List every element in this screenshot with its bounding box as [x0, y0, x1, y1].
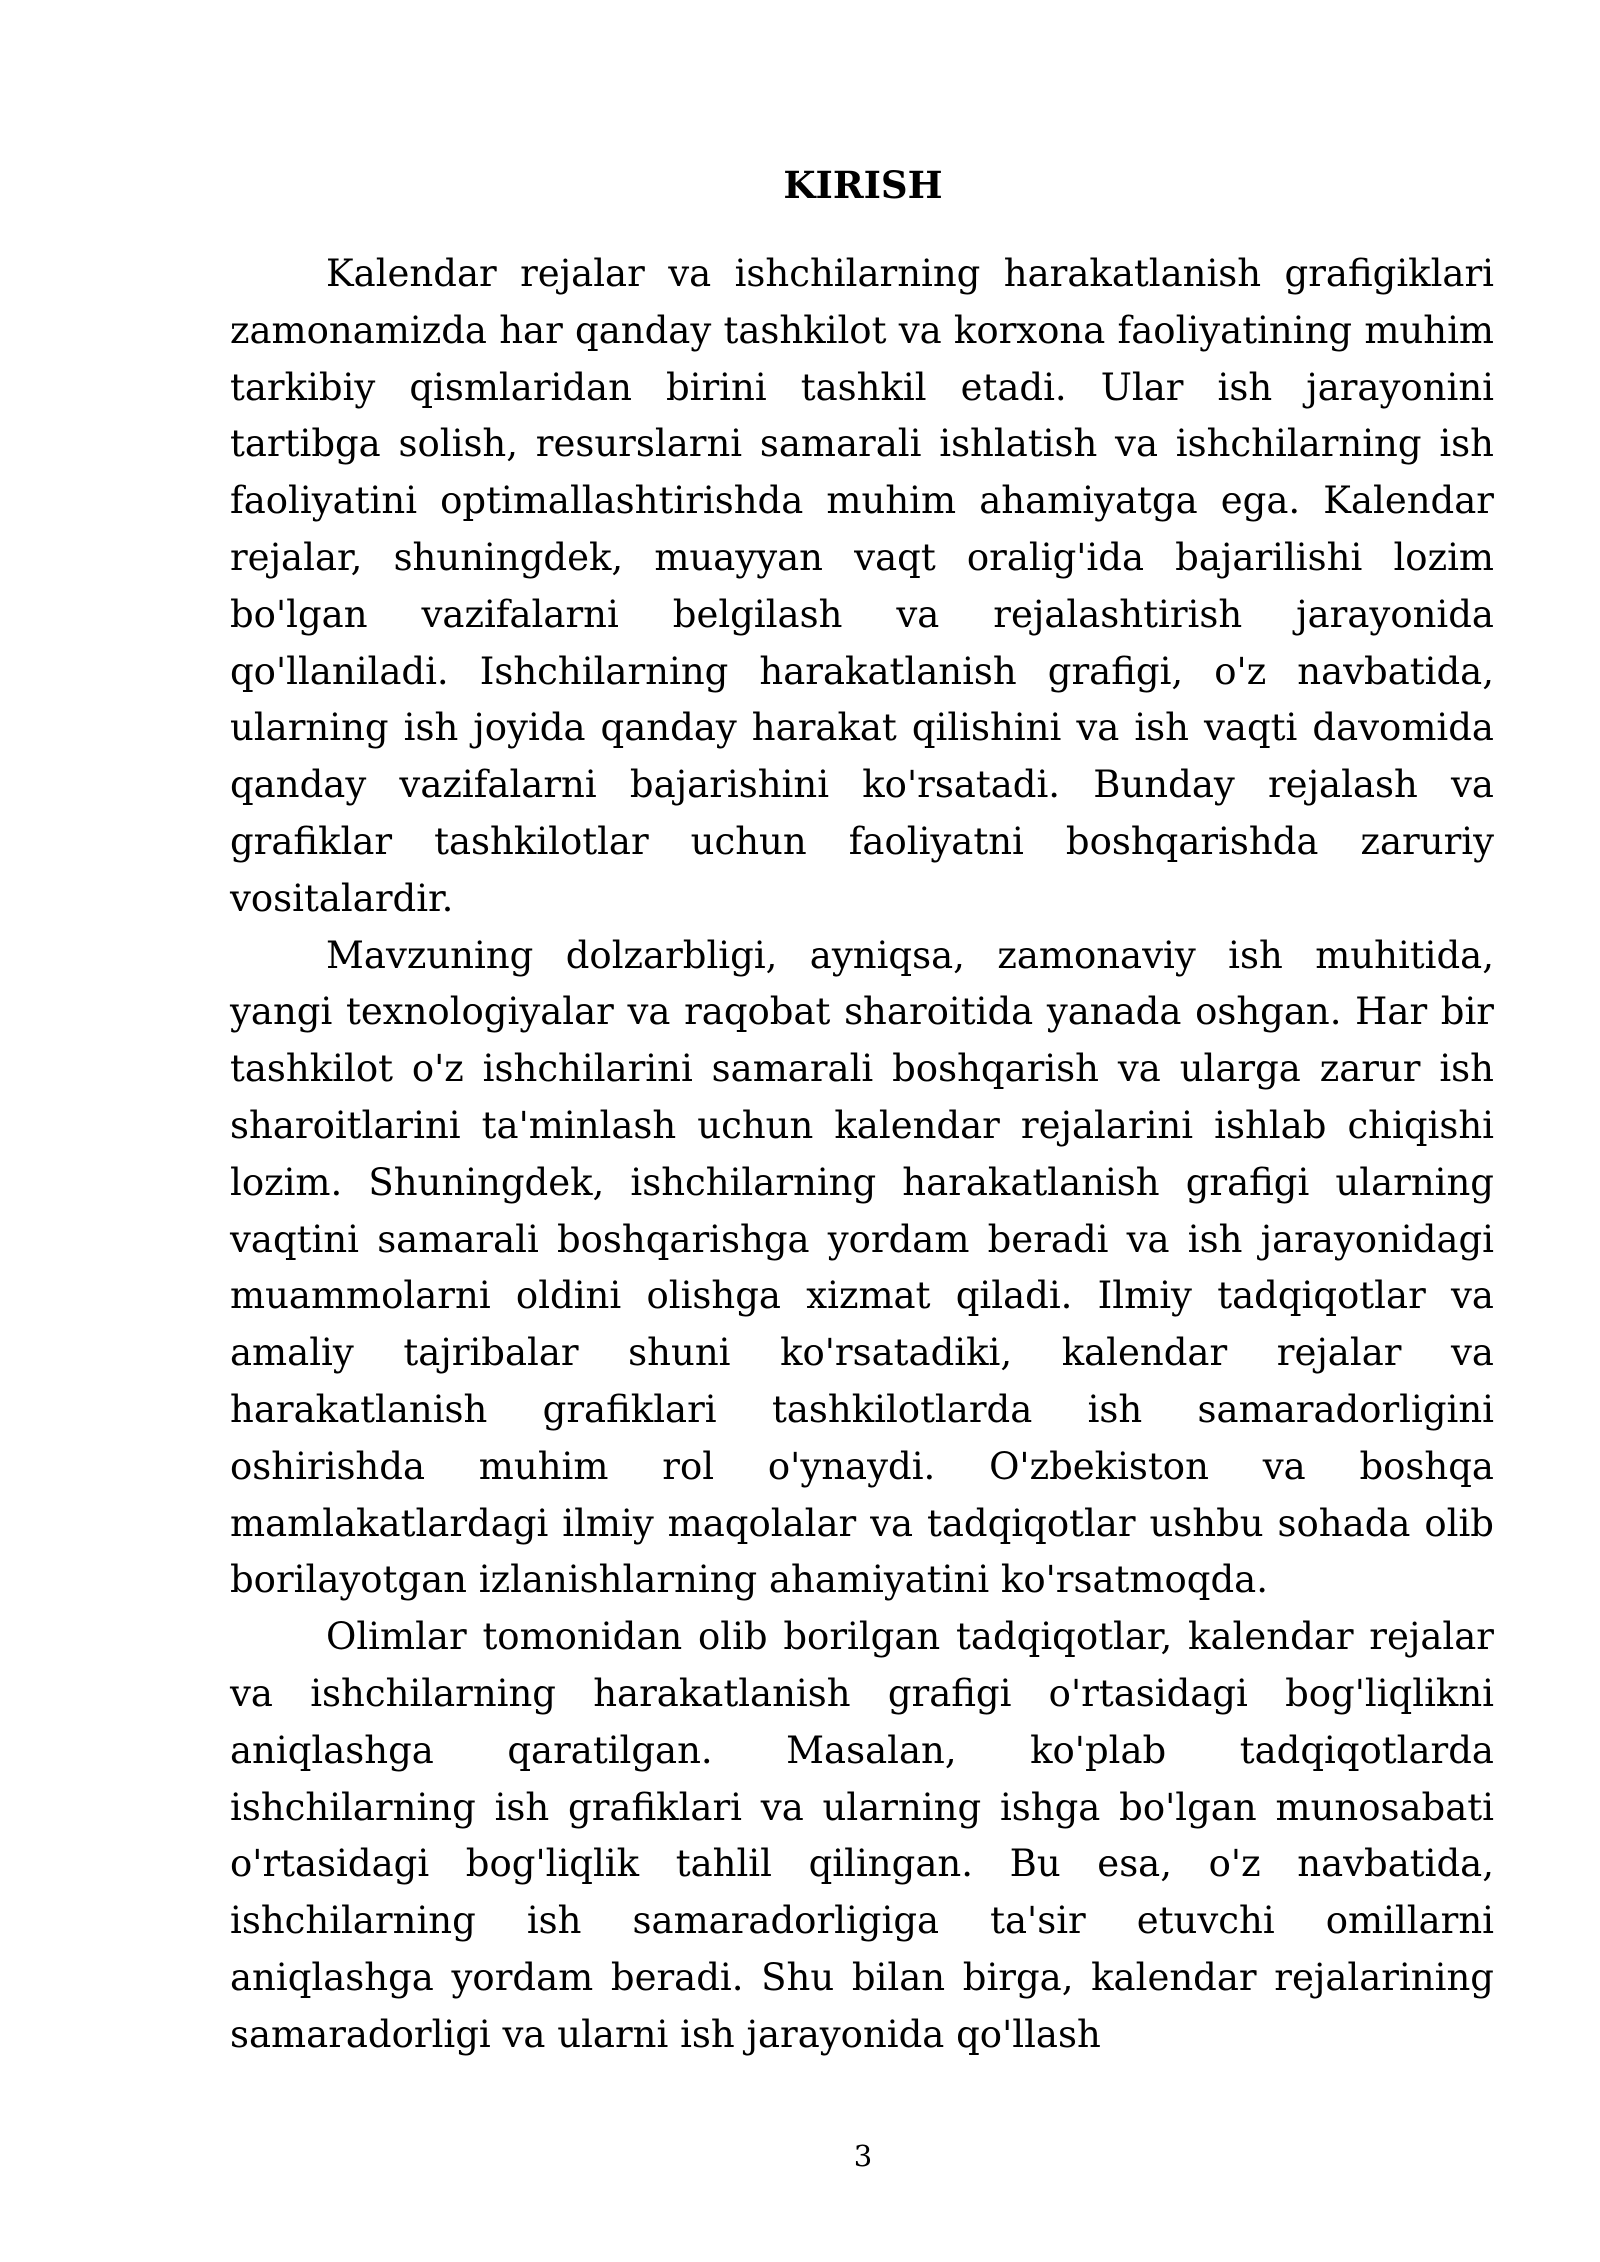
paragraph-1: Kalendar rejalar va ishchilarning harakatlanish grafigiklari zamonamizda har qanday tashkilot va korxona faoliyatining muhim tarkibiy qismlaridan birini tashkil etadi. Ular ish jarayonini tartibga solish, resurslarni samarali ishlatish va ishchilarning ish faoliyatini optimallashtirishda muhim ahamiyatga ega. Kalendar rejalar, shuningdek, muayyan vaqt oralig'ida bajarilishi lozim bo'lgan vazifalarni belgilash va rejalashtirish jarayonida qo'llaniladi. Ishchilarning harakatlanish grafigi, o'z navbatida, ularning ish joyida qanday harakat qilishini va ish vaqti davomida qanday vazifalarni bajarishini ko'rsatadi. Bunday rejalash va grafiklar tashkilotlar uchun faoliyatni boshqarishda zaruriy vositalardir.: [230, 252, 1494, 920]
paragraph-3: Olimlar tomonidan olib borilgan tadqiqotlar, kalendar rejalar va ishchilarning harakatlanish grafigi o'rtasidagi bog'liqlikni aniqlashga qaratilgan. Masalan, ko'plab tadqiqotlarda ishchilarning ish grafiklari va ularning ishga bo'lgan munosabati o'rtasidagi bog'liqlik tahlil qilingan. Bu esa, o'z navbatida, ishchilarning ish samaradorligiga ta'sir etuvchi omillarni aniqlashga yordam beradi. Shu bilan birga, kalendar rejalarining samaradorligi va ularni ish jarayonida qo'llash: [230, 1615, 1494, 2056]
page-title: KIRISH: [783, 163, 943, 207]
page-number: 3: [853, 2139, 873, 2173]
paragraph-2: Mavzuning dolzarbligi, ayniqsa, zamonaviy ish muhitida, yangi texnologiyalar va raqobat sharoitida yanada oshgan. Har bir tashkilot o'z ishchilarini samarali boshqarish va ularga zarur ish sharoitlarini ta'minlash uchun kalendar rejalarini ishlab chiqishi lozim. Shuningdek, ishchilarning harakatlanish grafigi ularning vaqtini samarali boshqarishga yordam beradi va ish jarayonidagi muammolarni oldini olishga xizmat qiladi. Ilmiy tadqiqotlar va amaliy tajribalar shuni ko'rsatadiki, kalendar rejalar va harakatlanish grafiklari tashkilotlarda ish samaradorligini oshirishda muhim rol o'ynaydi. O'zbekiston va boshqa mamlakatlardagi ilmiy maqolalar va tadqiqotlar ushbu sohada olib borilayotgan izlanishlarning ahamiyatini ko'rsatmoqda.: [230, 933, 1494, 1602]
document-body: [230, 246, 1494, 2064]
